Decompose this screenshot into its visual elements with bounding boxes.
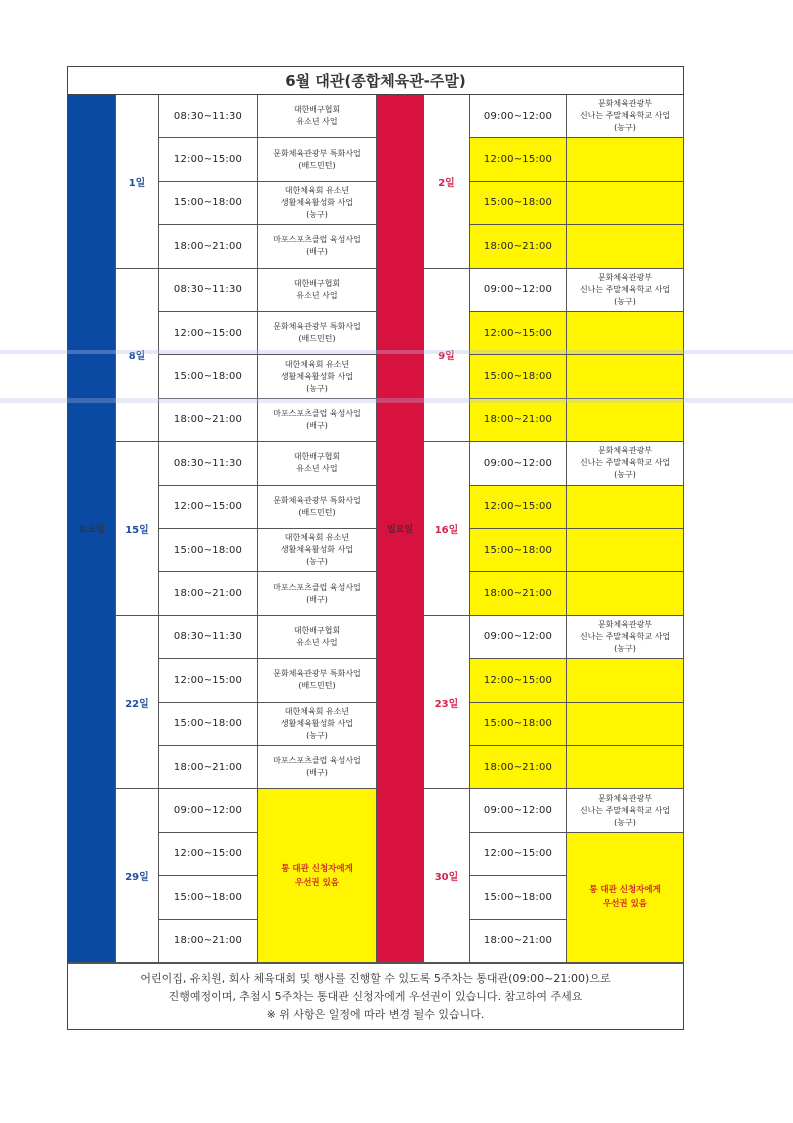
empty-slot [567,659,684,702]
time-slot: 09:00~12:00 [470,616,567,659]
saturday-date: 22일 [116,616,159,790]
program-cell: 대한배구협회 유소년 사업 [258,616,377,659]
empty-slot [567,182,684,225]
time-slot: 15:00~18:00 [159,529,258,572]
time-slot: 18:00~21:00 [159,399,258,442]
program-cell: 대한체육회 유소년 생활체육활성화 사업 (농구) [258,529,377,572]
empty-slot [567,355,684,398]
time-slot: 12:00~15:00 [470,659,567,702]
empty-slot [567,703,684,746]
time-slot: 12:00~15:00 [159,659,258,702]
time-slot: 08:30~11:30 [159,442,258,485]
empty-slot [567,746,684,789]
priority-note: 통 대관 신청자에게 우선권 있음 [567,833,684,963]
empty-slot [567,529,684,572]
empty-slot [567,138,684,181]
time-slot: 18:00~21:00 [470,225,567,268]
program-cell: 문화체육관광부 신나는 주말체육학교 사업 (농구) [567,789,684,832]
sunday-date: 16일 [424,442,470,616]
program-cell: 문화체육관광부 특화사업 (배드민턴) [258,312,377,355]
time-slot: 18:00~21:00 [159,920,258,963]
empty-slot [567,399,684,442]
time-slot: 15:00~18:00 [470,355,567,398]
time-slot: 18:00~21:00 [470,572,567,615]
program-cell: 문화체육관광부 특화사업 (배드민턴) [258,138,377,181]
sunday-date: 23일 [424,616,470,790]
sunday-date: 2일 [424,95,470,269]
program-cell: 마포스포츠클럽 육성사업 (배구) [258,399,377,442]
page-title: 6월 대관(종합체육관-주말) [68,67,683,95]
sunday-date: 30일 [424,789,470,963]
program-cell: 대한배구협회 유소년 사업 [258,95,377,138]
empty-slot [567,486,684,529]
program-cell: 마포스포츠클럽 육성사업 (배구) [258,225,377,268]
time-slot: 15:00~18:00 [470,703,567,746]
saturday-band: 토요일 [68,95,116,963]
program-cell: 대한체육회 유소년 생활체육활성화 사업 (농구) [258,703,377,746]
time-slot: 18:00~21:00 [470,746,567,789]
time-slot: 18:00~21:00 [470,399,567,442]
time-slot: 18:00~21:00 [470,920,567,963]
time-slot: 09:00~12:00 [470,789,567,832]
time-slot: 12:00~15:00 [159,312,258,355]
sunday-date: 9일 [424,269,470,443]
time-slot: 09:00~12:00 [159,789,258,832]
empty-slot [567,312,684,355]
empty-slot [567,572,684,615]
program-cell: 대한체육회 유소년 생활체육활성화 사업 (농구) [258,182,377,225]
program-cell: 마포스포츠클럽 육성사업 (배구) [258,746,377,789]
schedule-frame [67,66,684,1030]
footer-line-3: ※ 위 사항은 일정에 따라 변경 될수 있습니다. [266,1008,485,1021]
time-slot: 15:00~18:00 [159,182,258,225]
time-slot: 15:00~18:00 [470,876,567,919]
time-slot: 08:30~11:30 [159,95,258,138]
time-slot: 09:00~12:00 [470,442,567,485]
time-slot: 09:00~12:00 [470,95,567,138]
empty-slot [567,225,684,268]
time-slot: 15:00~18:00 [470,529,567,572]
time-slot: 08:30~11:30 [159,269,258,312]
time-slot: 18:00~21:00 [159,746,258,789]
time-slot: 09:00~12:00 [470,269,567,312]
program-cell: 대한체육회 유소년 생활체육활성화 사업 (농구) [258,355,377,398]
time-slot: 18:00~21:00 [159,225,258,268]
time-slot: 12:00~15:00 [159,138,258,181]
footer-note [68,963,683,1031]
program-cell: 문화체육관광부 신나는 주말체육학교 사업 (농구) [567,95,684,138]
time-slot: 18:00~21:00 [159,572,258,615]
time-slot: 12:00~15:00 [470,833,567,876]
saturday-date: 1일 [116,95,159,269]
program-cell: 대한배구협회 유소년 사업 [258,442,377,485]
time-slot: 15:00~18:00 [159,876,258,919]
saturday-date: 15일 [116,442,159,616]
time-slot: 12:00~15:00 [470,486,567,529]
saturday-date: 8일 [116,269,159,443]
program-cell: 문화체육관광부 특화사업 (배드민턴) [258,486,377,529]
priority-note: 통 대관 신청자에게 우선권 있음 [258,789,377,963]
time-slot: 12:00~15:00 [159,833,258,876]
time-slot: 15:00~18:00 [470,182,567,225]
sunday-band: 일요일 [377,95,424,963]
time-slot: 15:00~18:00 [159,355,258,398]
program-cell: 문화체육관광부 신나는 주말체육학교 사업 (농구) [567,269,684,312]
program-cell: 문화체육관광부 특화사업 (배드민턴) [258,659,377,702]
time-slot: 12:00~15:00 [159,486,258,529]
program-cell: 문화체육관광부 신나는 주말체육학교 사업 (농구) [567,442,684,485]
program-cell: 마포스포츠클럽 육성사업 (배구) [258,572,377,615]
saturday-date: 29일 [116,789,159,963]
time-slot: 12:00~15:00 [470,138,567,181]
program-cell: 대한배구협회 유소년 사업 [258,269,377,312]
footer-line-1: 어린이집, 유치원, 회사 체육대회 및 행사를 진행할 수 있도록 5주차는 통대관(09:00~21:00)으로 [140,972,611,985]
program-cell: 문화체육관광부 신나는 주말체육학교 사업 (농구) [567,616,684,659]
time-slot: 08:30~11:30 [159,616,258,659]
time-slot: 15:00~18:00 [159,703,258,746]
time-slot: 12:00~15:00 [470,312,567,355]
footer-line-2: 진행예정이며, 추첨시 5주차는 통대관 신청자에게 우선권이 있습니다. 참고하여 주세요 [168,990,583,1003]
